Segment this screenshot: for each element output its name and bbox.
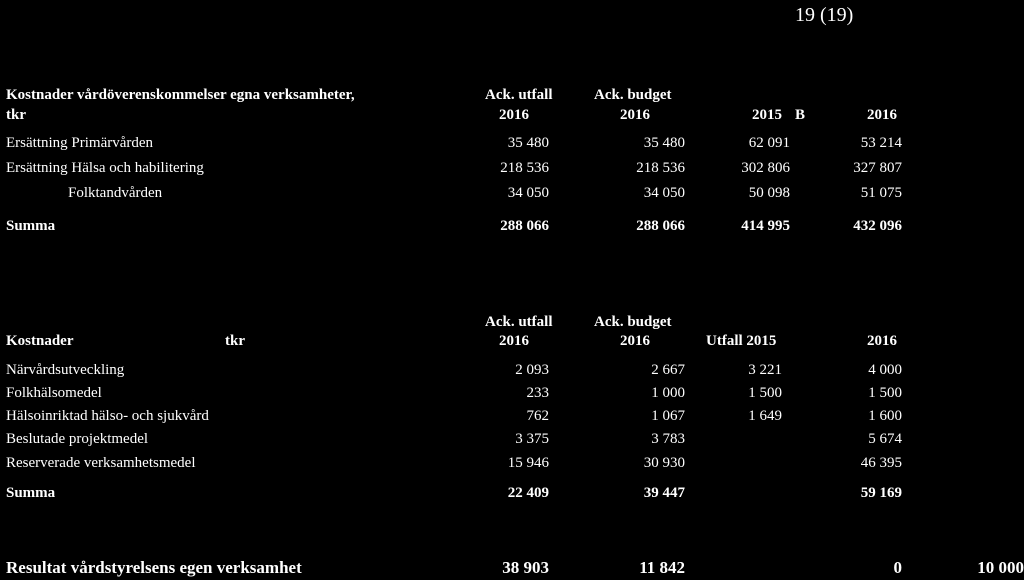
table1-col-ack-budget: Ack. budget	[594, 87, 672, 103]
table2-col-ack-budget: Ack. budget	[594, 314, 672, 330]
table1-col-2016: 2016	[867, 107, 897, 123]
result-value4: 10 000	[977, 558, 1024, 577]
cell-utfall2015: 1 649	[748, 408, 782, 424]
cell-ack-utfall: 15 946	[507, 455, 549, 471]
sum-2016: 59 169	[860, 485, 902, 501]
cell-ack-budget: 2 667	[651, 362, 685, 378]
result-value3: 0	[893, 558, 902, 577]
cell-ack-utfall: 3 375	[515, 431, 549, 447]
cell-2016: 53 214	[860, 135, 902, 151]
table2-col-2016: 2016	[867, 333, 897, 349]
cell-2016: 5 674	[868, 431, 902, 447]
table2-col-utfall2015: Utfall 2015	[706, 333, 777, 349]
cell-ack-utfall: 233	[526, 385, 549, 401]
sum-ack-budget: 39 447	[643, 485, 685, 501]
sum-label: Summa	[6, 485, 56, 501]
table1-col-ack-utfall: Ack. utfall	[485, 87, 553, 103]
row-label: Ersättning Primärvården	[6, 135, 154, 151]
page-number: 19 (19)	[795, 4, 854, 26]
cell-2016: 46 395	[860, 455, 902, 471]
cell-ack-budget: 218 536	[636, 160, 685, 176]
cell-ack-budget: 1 067	[651, 408, 685, 424]
table1-col-budget-year: 2016	[620, 107, 650, 123]
row-label: Folktandvården	[68, 185, 163, 201]
row-label: Beslutade projektmedel	[6, 431, 149, 447]
cell-utfall2015: 1 500	[748, 385, 782, 401]
row-label: Ersättning Hälsa och habilitering	[6, 160, 204, 176]
cell-2015: 50 098	[748, 185, 790, 201]
sum-label: Summa	[6, 218, 56, 234]
cell-ack-utfall: 35 480	[507, 135, 549, 151]
cell-ack-budget: 3 783	[651, 431, 685, 447]
cell-ack-budget: 1 000	[651, 385, 685, 401]
cell-utfall2015: 3 221	[748, 362, 782, 378]
table1-header-line1: Kostnader vårdöverenskommelser egna verksamheter,	[6, 87, 355, 103]
cell-2016: 1 500	[868, 385, 902, 401]
sum-2016: 432 096	[853, 218, 902, 234]
table1-col-2015: 2015	[752, 107, 782, 123]
sum-2015: 414 995	[741, 218, 790, 234]
row-label: Reserverade verksamhetsmedel	[6, 455, 196, 471]
cell-2015: 62 091	[748, 135, 790, 151]
cell-2016: 51 075	[860, 185, 902, 201]
cell-2016: 4 000	[868, 362, 902, 378]
cell-ack-utfall: 218 536	[500, 160, 549, 176]
sum-ack-budget: 288 066	[636, 218, 685, 234]
result-label: Resultat vårdstyrelsens egen verksamhet	[6, 558, 302, 577]
cell-ack-budget: 34 050	[643, 185, 685, 201]
table1-col-utfall-year: 2016	[499, 107, 529, 123]
table2-col-ack-utfall: Ack. utfall	[485, 314, 553, 330]
cell-ack-budget: 35 480	[643, 135, 685, 151]
result-ack-budget: 11 842	[639, 558, 685, 577]
row-label: Folkhälsomedel	[6, 385, 102, 401]
table2-header-left: Kostnader	[6, 333, 74, 349]
result-ack-utfall: 38 903	[502, 558, 549, 577]
cell-2016: 1 600	[868, 408, 902, 424]
cell-ack-budget: 30 930	[643, 455, 685, 471]
cell-2015: 302 806	[741, 160, 790, 176]
table2-col-utfall-year: 2016	[499, 333, 529, 349]
row-label: Närvårdsutveckling	[6, 362, 125, 378]
table1-header-line2: tkr	[6, 107, 26, 123]
cell-ack-utfall: 34 050	[507, 185, 549, 201]
table2-col-budget-year: 2016	[620, 333, 650, 349]
cell-ack-utfall: 2 093	[515, 362, 549, 378]
cell-ack-utfall: 762	[526, 408, 549, 424]
sum-ack-utfall: 22 409	[507, 485, 549, 501]
sum-ack-utfall: 288 066	[500, 218, 549, 234]
row-label: Hälsoinriktad hälso- och sjukvård	[6, 408, 209, 424]
table1-col-b: B	[795, 107, 806, 123]
cell-2016: 327 807	[853, 160, 902, 176]
table2-header-tkr: tkr	[225, 333, 245, 349]
